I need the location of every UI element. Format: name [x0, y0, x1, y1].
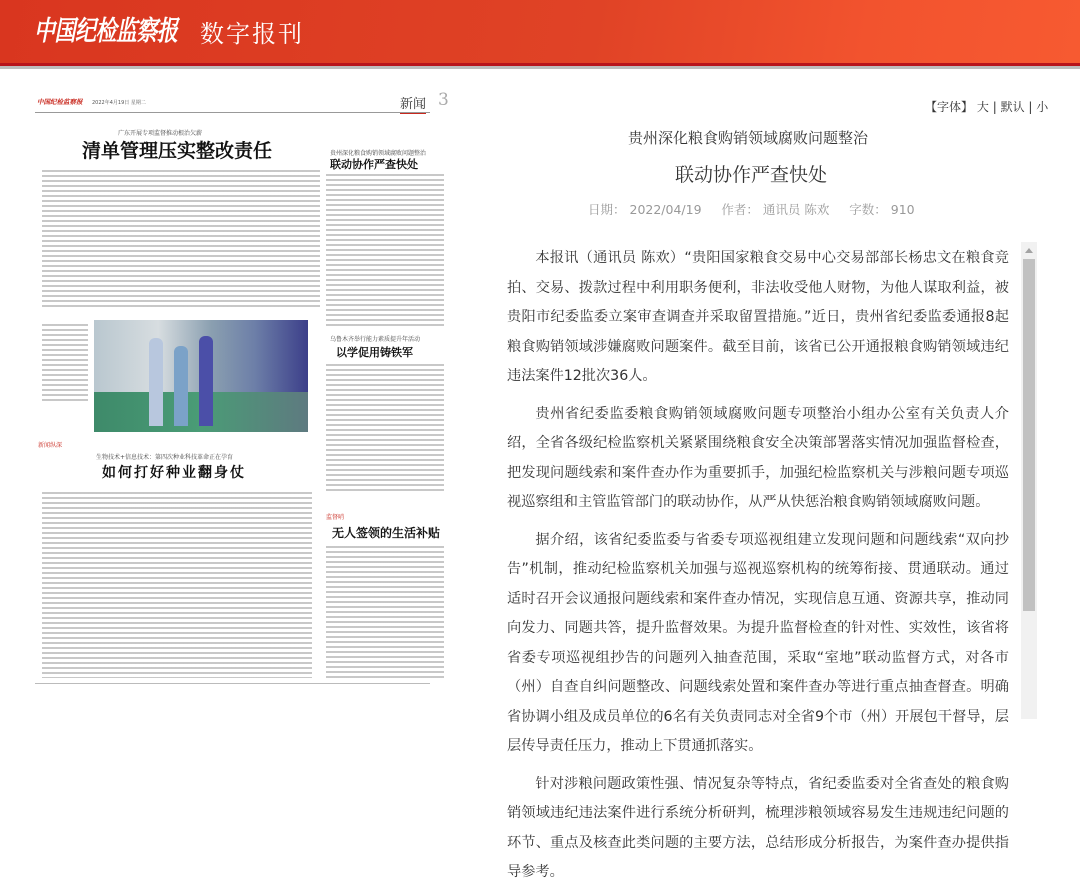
- article-title: 联动协作严查快处: [675, 164, 828, 186]
- story-text: [326, 174, 444, 329]
- article-paragraph: 贵州省纪委监委粮食购销领域腐败问题专项整治小组办公室有关负责人介绍，全省各级纪检监察机关紧紧围绕粮食安全决策部署落实情况加强监督检查，把发现问题线索和案件查办作为重要抓手，加强纪检监察机关与涉粮问题专项巡视巡察组和主管监管部门的联动协作，从严从快惩治粮食购销领域腐败问题。: [507, 405, 1009, 510]
- story-kicker: 贵州深化粮食购销领域腐败问题整治: [330, 150, 427, 157]
- article-paragraph: 据介绍，该省纪委监委与省委专项巡视组建立发现问题和问题线索“双向抄告”机制，推动纪检监察机关加强与巡视巡察机构的统筹衔接、贯通联动。通过适时召开会议通报问题线索和案件查办情况，实现信息互通、资源共享，推动同向发力、同题共答，提升监督效果。为提升监督检查的针对性、实效性，该省将省委专项巡视组抄告的问题列入抽查范围，采取“室地”联动监督方式，对各市（州）自查自纠问题整改、问题线索处置和案件查办等进行重点抽查督查。明确省协调小组及成员单位的6名有关负责同志对全省9个市（州）开展包干督导，层层传导责任压力，推动上下贯通抓落实。: [507, 531, 1009, 754]
- story-headline[interactable]: 以学促用铸铁军: [336, 346, 413, 359]
- date-label: 日期：: [588, 202, 626, 217]
- news-photo: [94, 320, 308, 432]
- photo-caption: [42, 324, 88, 404]
- scroll-up-arrow-icon[interactable]: [1025, 248, 1033, 253]
- story-headline[interactable]: 如何打好种业翻身仗: [102, 465, 246, 481]
- paper-date: 2022年4月19日 星期二: [92, 100, 146, 106]
- words-label: 字数：: [849, 202, 887, 217]
- column-tag: 新闻纵深: [38, 442, 63, 449]
- words-value: 910: [890, 202, 915, 217]
- story-kicker: 广东开展专项监督推动根治欠薪: [118, 130, 203, 137]
- font-large-button[interactable]: 大: [976, 100, 989, 114]
- font-size-control: [925, 98, 1048, 115]
- paper-page-number: 3: [438, 90, 449, 110]
- story-headline[interactable]: 联动协作严查快处: [330, 158, 418, 171]
- newspaper-page-image[interactable]: [30, 88, 450, 708]
- author-value: 通讯员 陈欢: [762, 202, 830, 217]
- author-label: 作者：: [721, 202, 759, 217]
- site-header: [0, 0, 1080, 66]
- article-subtitle: 贵州深化粮食购销领域腐败问题整治: [628, 129, 869, 147]
- paper-masthead: 中国纪检监察报: [37, 98, 83, 106]
- column-tag: 监督哨: [326, 514, 345, 521]
- article-paragraph: 本报讯（通讯员 陈欢）“贵阳国家粮食交易中心交易部部长杨忠文在粮食竞拍、交易、拨款过程中利用职务便利，非法收受他人财物，为他人谋取利益，被贵阳市纪委监委立案审查调查并采取留置措施。”近日，贵州省纪委监委通报8起粮食购销领域涉嫌腐败问题案件。截至目前，该省已公开通报粮食购销领域违纪违法案件12批次36人。: [507, 250, 1009, 384]
- story-text: [326, 546, 444, 678]
- story-text: [42, 170, 320, 310]
- site-subtitle: 数字报刊: [200, 20, 304, 48]
- separator: |: [1028, 100, 1033, 114]
- story-kicker: 生物技术+信息技术：第四次种业科技革命正在孕育: [96, 454, 234, 461]
- story-text: [326, 364, 444, 494]
- divider: [35, 112, 430, 113]
- site-logo[interactable]: 中国纪检监察报: [34, 14, 178, 47]
- article-scrollbar[interactable]: [1021, 242, 1037, 719]
- story-kicker: 乌鲁木齐举行能力素质提升年活动: [330, 336, 421, 343]
- article-meta: [588, 200, 915, 218]
- story-text: [42, 492, 312, 678]
- divider: [35, 683, 430, 684]
- article-body: [507, 244, 1009, 896]
- font-small-button[interactable]: 小: [1036, 100, 1049, 114]
- story-headline[interactable]: 无人签领的生活补贴: [332, 526, 441, 540]
- story-headline[interactable]: 清单管理压实整改责任: [82, 140, 273, 162]
- article-paragraph: 针对涉粮问题政策性强、情况复杂等特点，省纪委监委对全省查处的粮食购销领域违纪违法案件进行系统分析研判，梳理涉粮领域容易发生违规违纪问题的环节、重点及核查此类问题的主要方法，总结形成分析报告，为案件查办提供指导参考。: [507, 775, 1009, 880]
- paper-section: 新闻: [400, 93, 426, 114]
- font-label: 【字体】: [925, 100, 974, 114]
- date-value: 2022/04/19: [629, 202, 702, 217]
- separator: |: [992, 100, 997, 114]
- scrollbar-thumb[interactable]: [1023, 259, 1035, 611]
- font-default-button[interactable]: 默认: [1000, 100, 1025, 114]
